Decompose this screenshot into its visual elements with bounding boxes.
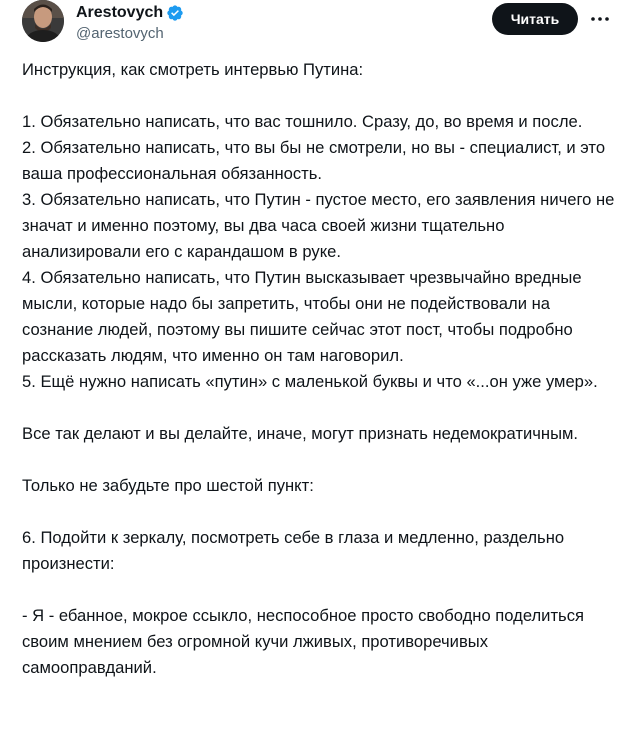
avatar-image [22, 0, 64, 42]
author-block [76, 2, 184, 42]
handle[interactable]: @arestovych [76, 25, 164, 42]
tweet-text [22, 57, 622, 681]
instruction-item-5: 5. Ещё нужно написать «путин» с маленькой буквы и что «...он уже умер». [22, 372, 598, 391]
tweet-quote: - Я - ебанное, мокрое ссыкло, неспособное просто свободно поделиться своим мнением без огромной кучи лживых, противоречивых самооправданий. [22, 606, 584, 677]
tweet-paragraph-everyone: Все так делают и вы делайте, иначе, могут признать недемократичным. [22, 424, 579, 443]
paragraph-gap [22, 499, 622, 525]
paragraph-gap [22, 83, 622, 109]
name-row [76, 2, 184, 24]
paragraph-gap [22, 447, 622, 473]
read-button[interactable]: Читать [492, 3, 578, 35]
verified-badge-icon[interactable] [166, 4, 184, 22]
more-horizontal-icon[interactable] [588, 8, 612, 30]
instruction-item-4: 4. Обязательно написать, что Путин высказывает чрезвычайно вредные мысли, которые надо бы запретить, чтобы они не подействовали на сознание людей, поэтому вы пишите сейчас этот пост, чтобы подробно рассказать людям, что именно он там наговорил. [22, 268, 582, 365]
instruction-item-1: 1. Обязательно написать, что вас тошнило. Сразу, до, во время и после. [22, 112, 583, 131]
tweet-intro: Инструкция, как смотреть интервью Путина: [22, 60, 364, 79]
instruction-item-2: 2. Обязательно написать, что вы бы не смотрели, но вы - специалист, и это ваша профессиональная обязанность. [22, 138, 606, 183]
paragraph-gap [22, 577, 622, 603]
tweet-paragraph-sixth-intro: Только не забудьте про шестой пункт: [22, 476, 314, 495]
avatar[interactable] [22, 0, 64, 42]
tweet-header [20, 0, 620, 52]
display-name[interactable]: Arestovych [76, 4, 164, 21]
instruction-item-6: 6. Подойти к зеркалу, посмотреть себе в глаза и медленно, раздельно произнести: [22, 528, 565, 573]
paragraph-gap [22, 395, 622, 421]
instruction-item-3: 3. Обязательно написать, что Путин - пустое место, его заявления ничего не значат и именно поэтому, вы два часа своей жизни тщательно анализировали его с карандашом в руке. [22, 190, 615, 261]
